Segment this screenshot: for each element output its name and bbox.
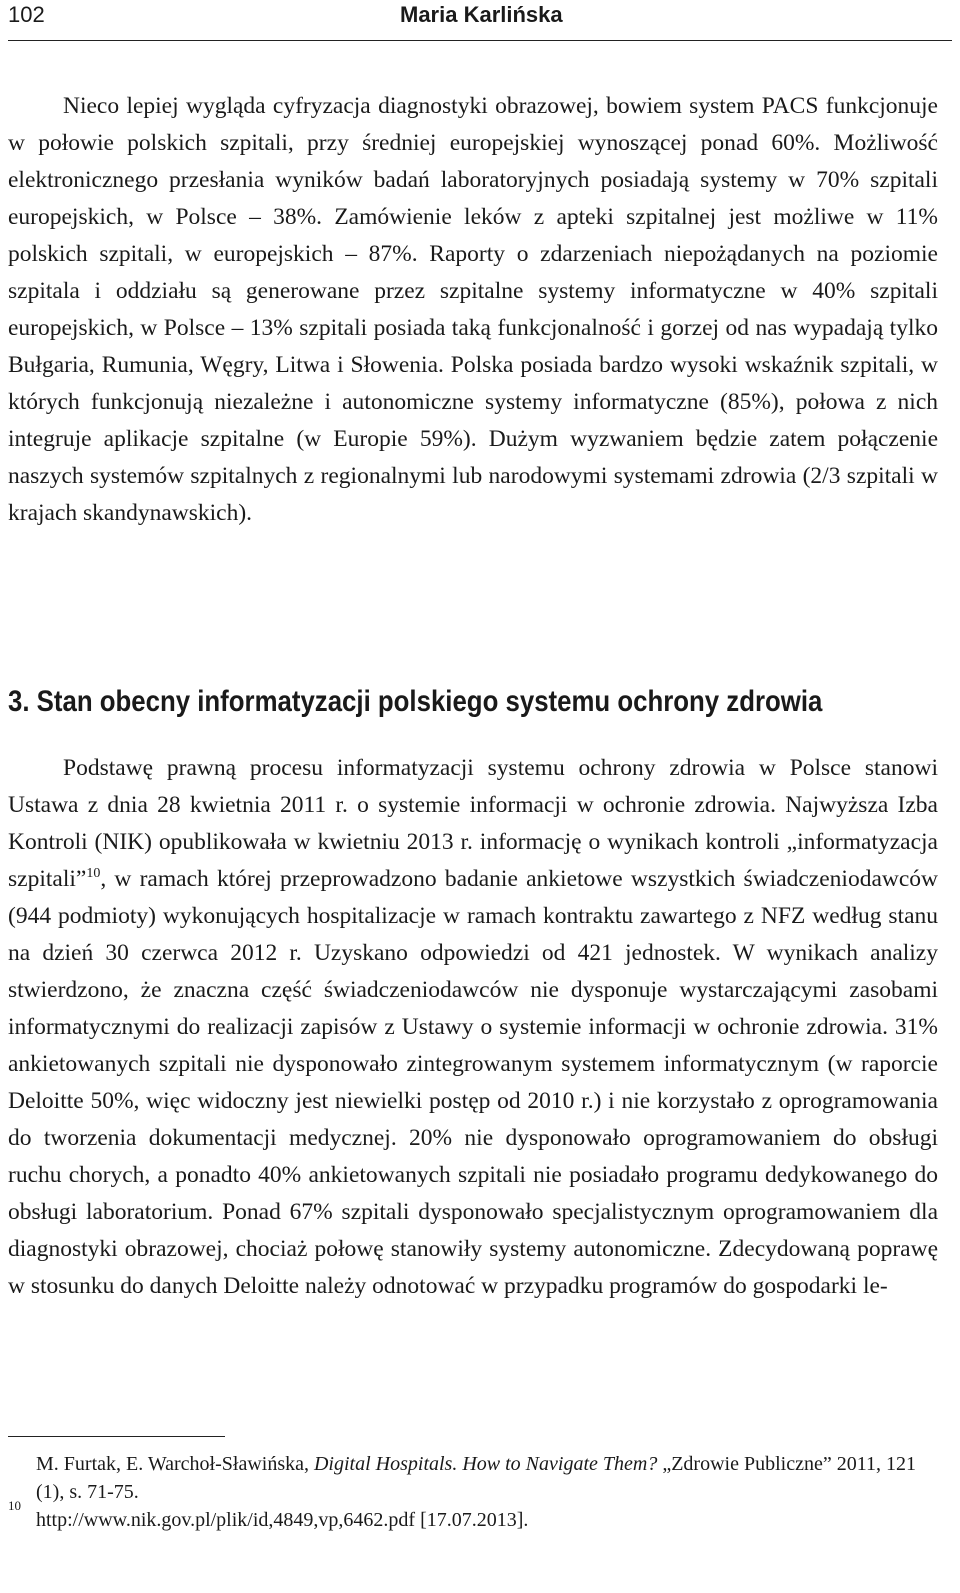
footnote-citation xyxy=(36,1450,938,1506)
footnote-number: 10 xyxy=(8,1498,21,1513)
footnote-authors: M. Furtak, E. Warchoł-Sławińska, xyxy=(36,1453,314,1475)
section-heading: 3. Stan obecny informatyzacji polskiego systemu ochrony zdrowia xyxy=(8,685,823,718)
running-author: Maria Karlińska xyxy=(400,2,563,27)
paragraph-text: Nieco lepiej wygląda cyfryzacja diagnostyki obrazowej, bowiem system PACS funkcjonuje w połowie polskich szpitali, przy średniej europejskiej wynoszącej ponad 60%. Możliwość elektronicznego przesłania wyników badań laboratoryjnych posiadają systemy w 70% szpitali europejskich, w Polsce – 38%. Zamówienie leków z apteki szpitalnej jest możliwe w 11% polskich szpitali, w europejskich – 87%. Raporty o zdarzeniach niepożądanych na poziomie szpitala i oddziału są generowane przez szpitalne systemy informatyczne w 40% szpitali europejskich, w Polsce – 13% szpitali posiada taką funkcjonalność i gorzej od nas wypadają tylko Bułgaria, Rumunia, Węgry, Litwa i Słowenia. Polska posiada bardzo wysoki wskaźnik szpitali, w których funkcjonują niezależne i autonomiczne systemy informatyczne (85%), połowa z nich integruje aplikacje szpitalne (w Europie 59%). Dużym wyzwaniem będzie zatem połączenie naszych systemów szpitalnych z regionalnymi lub narodowymi systemami zdrowia (2/3 szpitali w krajach skandynawskich). xyxy=(8,93,938,526)
footnote-url: http://www.nik.gov.pl/plik/id,4849,vp,6462.pdf [17.07.2013]. xyxy=(36,1509,529,1531)
paragraph-text-part: Podstawę prawną procesu informatyzacji systemu ochrony zdrowia w Polsce stanowi Ustawa z dnia 28 kwietnia 2011 r. o systemie informacji w ochronie zdrowia. Najwyższa Izba Kontroli (NIK) opublikowała w kwietniu 2013 r. informację o wynikach kontroli „informatyzacja szpitali” xyxy=(8,755,938,892)
paragraph-legal-basis xyxy=(8,750,938,1305)
footnote-separator xyxy=(8,1436,225,1437)
paragraph-text-part: , w ramach której przeprowadzono badanie ankietowe wszystkich świadczeniodawców (944 podmioty) wykonujących hospitalizacje w ramach kontraktu zawartego z NFZ według stanu na dzień 30 czerwca 2012 r. Uzyskano odpowiedzi od 421 jednostek. W wynikach analizy stwierdzono, że znaczna część świadczeniodawców nie dysponuje wystarczającymi zasobami informatycznymi do realizacji zapisów z Ustawy o systemie informacji w ochronie zdrowia. 31% ankietowanych szpitali nie dysponowało zintegrowanym systemem informatycznym (w raporcie Deloitte 50%, więc widoczny jest niewielki postęp od 2010 r.) i nie korzystało z oprogramowania do tworzenia dokumentacji medycznej. 20% nie dysponowało oprogramowaniem do obsługi ruchu chorych, a ponadto 40% ankietowanych szpitali nie posiadało programu dedykowanego do obsługi laboratorium. Ponad 67% szpitali dysponowało specjalistycznym oprogramowaniem dla diagnostyki obrazowej, chociaż połowę stanowiły systemy autonomiczne. Zdecydowaną poprawę w stosunku do danych Deloitte należy odnotować w przypadku programów do gospodarki le- xyxy=(8,866,938,1299)
footnote-reference: 10 xyxy=(86,866,101,882)
footnote xyxy=(8,1450,938,1534)
footnote-source: „Zdrowie Publiczne” 2011, 121 (1), s. 71-75. xyxy=(36,1453,916,1503)
paragraph-text xyxy=(8,750,938,1305)
page-number: 102 xyxy=(8,2,45,27)
footnote-title: Digital Hospitals. How to Navigate Them? xyxy=(313,1453,658,1475)
footnote-body xyxy=(36,1450,938,1534)
running-header xyxy=(8,0,952,41)
paragraph-pacs xyxy=(8,88,938,532)
